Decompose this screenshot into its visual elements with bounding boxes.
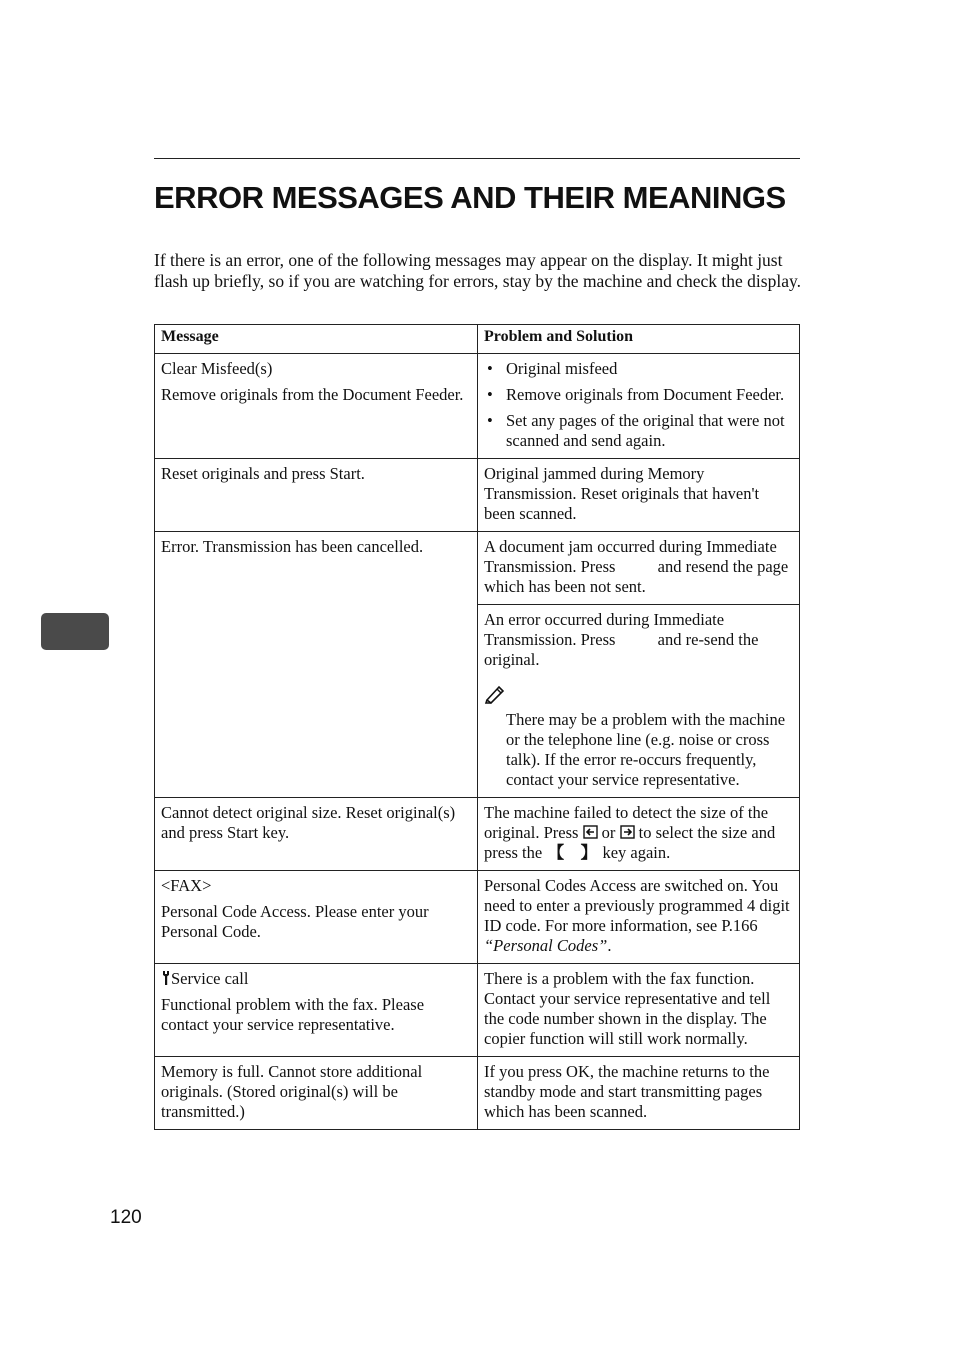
- table-row: [155, 871, 800, 964]
- message-text: <FAX>: [161, 876, 212, 895]
- message-subtext: Functional problem with the fax. Please contact your service representative.: [161, 995, 425, 1034]
- solution-cell: [478, 798, 800, 871]
- message-cell: [155, 798, 478, 871]
- solution-text-after: and resend the page which has been not sent.: [484, 557, 789, 596]
- note-pencil-icon: [484, 684, 506, 704]
- page-title: ERROR MESSAGES AND THEIR MEANINGS: [154, 180, 786, 215]
- top-rule: [154, 158, 800, 159]
- table-row: [155, 354, 800, 459]
- table-header-row: [155, 325, 800, 354]
- message-text: Cannot detect original size. Reset original(s) and press Start key.: [161, 803, 456, 842]
- message-cell: [155, 1057, 478, 1130]
- message-subtext: Remove originals from the Document Feeder.: [161, 385, 464, 404]
- list-item: • Original misfeed: [484, 359, 793, 379]
- intro-paragraph: If there is an error, one of the following messages may appear on the display. It might just flash up briefly, so if you are watching for errors, stay by the machine and check the display.: [154, 250, 801, 291]
- table-row: [155, 459, 800, 532]
- table-row: [155, 964, 800, 1057]
- error-messages-table: [154, 324, 800, 1130]
- solution-cell: [478, 354, 800, 459]
- message-cell: [155, 459, 478, 532]
- list-item: • Remove originals from Document Feeder.: [484, 385, 793, 405]
- solution-text: [484, 876, 793, 956]
- solution-text: [484, 537, 793, 597]
- solution-text-before: An error occurred during Immediate Transmission. Press: [484, 610, 725, 649]
- solution-text-part: The machine failed to detect the size of the original. Press: [484, 803, 769, 842]
- header-message: Message: [155, 325, 478, 354]
- cross-reference-link: “Personal Codes”: [484, 936, 608, 955]
- note-text: There may be a problem with the machine or the telephone line (e.g. noise or cross talk). If the error re-occurs frequently, contact your service representative.: [506, 710, 786, 789]
- solution-text-part: Personal Codes Access are switched on. You need to enter a previously programmed 4 digit ID code. For more information, see P.166: [484, 876, 790, 935]
- message-text: Reset originals and press Start.: [161, 464, 365, 483]
- left-arrow-key-icon: [583, 825, 598, 839]
- solution-text: There is a problem with the fax function. Contact your service representative and tell the code number shown in the display. The copier function will still work normally.: [484, 969, 771, 1048]
- solution-text-part: or: [601, 823, 616, 842]
- solution-cell: [478, 605, 800, 798]
- solution-cell: [478, 532, 800, 605]
- solution-text: [484, 610, 793, 670]
- table-row: [155, 1057, 800, 1130]
- key-bracket-open: 【: [547, 843, 565, 862]
- solution-text-part: to select the size and press the: [484, 823, 776, 862]
- message-text: Memory is full. Cannot store additional originals. (Stored original(s) will be transmitted.): [161, 1062, 423, 1121]
- solution-list: [484, 359, 793, 451]
- message-cell: [155, 532, 478, 798]
- solution-cell: [478, 1057, 800, 1130]
- solution-text-part: key again.: [602, 843, 671, 862]
- solution-text: Original jammed during Memory Transmission. Reset originals that haven't been scanned.: [484, 464, 760, 523]
- key-bracket-close: 】: [580, 843, 598, 862]
- solution-cell: [478, 459, 800, 532]
- header-problem-solution: Problem and Solution: [478, 325, 800, 354]
- message-text-service-call: Service call: [171, 969, 249, 988]
- message-text: [161, 969, 471, 989]
- right-arrow-key-icon: [620, 825, 635, 839]
- message-cell: [155, 354, 478, 459]
- message-cell: [155, 871, 478, 964]
- solution-text: If you press OK, the machine returns to the standby mode and start transmitting pages which has been scanned.: [484, 1062, 770, 1121]
- solution-text-part: .: [607, 936, 612, 955]
- list-item: • Set any pages of the original that were not scanned and send again.: [484, 411, 793, 451]
- message-cell: [155, 964, 478, 1057]
- solution-text-before: A document jam occurred during Immediate Transmission. Press: [484, 537, 777, 576]
- page-number: 120: [110, 1207, 142, 1228]
- solution-cell: [478, 871, 800, 964]
- message-text: Error. Transmission has been cancelled.: [161, 537, 424, 556]
- message-subtext: Personal Code Access. Please enter your Personal Code.: [161, 902, 429, 941]
- key-name-brackets: [546, 843, 598, 863]
- table-row: [155, 532, 800, 605]
- table-row: [155, 798, 800, 871]
- solution-text: [484, 803, 793, 863]
- solution-cell: [478, 964, 800, 1057]
- message-text: Clear Misfeed(s): [161, 359, 273, 378]
- chapter-tab-marker: [41, 613, 109, 650]
- wrench-icon: [161, 970, 171, 986]
- solution-text-after: and re-send the original.: [484, 630, 759, 669]
